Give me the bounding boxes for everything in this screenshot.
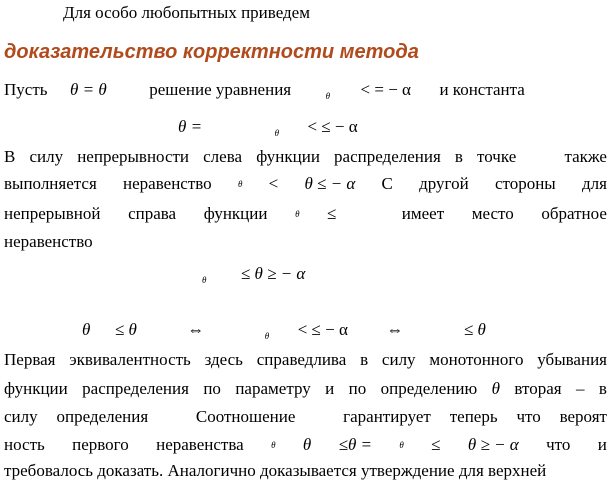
eq4-subscript: θ [264,331,270,341]
word: вероят [559,407,607,426]
word: выполняется [4,174,97,193]
section-heading: доказательство корректности метода [4,41,419,63]
word: С [381,174,393,193]
word: первого [72,435,129,454]
symbol: ≤ [431,435,441,454]
word: место [471,204,514,223]
formula: θ ≥ − α [467,435,519,454]
word: справа [128,204,177,223]
symbol: θ [302,435,312,454]
word: в [454,147,463,166]
eq4-ineq: ≤ θ [114,320,137,339]
gap [364,204,374,224]
word: определению [380,379,478,398]
para1-line-2 [4,174,607,194]
symbol: < [268,174,279,193]
para1-line-4: неравенство [4,232,93,251]
equation-line-2 [178,117,358,143]
word: силу [381,350,416,369]
word: слева [203,147,243,166]
equation-line-4 [82,320,486,346]
word: в [598,379,607,398]
gap [314,407,324,427]
word: распределения [334,147,441,166]
para2-line-5: требовалось доказать. Аналогично доказывается утверждение для верхней [4,461,547,480]
line1-theta-def: θ = θ [70,80,107,99]
word: эквивалентность [69,350,191,369]
formula: θ ≤ − α [304,174,356,193]
intro-text: Для особо любопытных приведем [63,3,310,22]
para2-line-3 [4,407,607,427]
line2-inequality: < ≤ − α [307,117,358,136]
line1-subscript: θ [325,91,331,101]
word: и [325,379,335,398]
para2-line-1 [4,350,607,370]
eq4-theta: θ [82,320,91,339]
line1-tail: и константа [439,80,525,99]
para2-line-4 [4,435,607,455]
line2-subscript: θ [274,128,279,138]
eq4-equiv-2: ⇔ [386,320,404,339]
equation-line-3 [202,264,305,290]
word: вторая [514,379,562,398]
eq4-tail: ≤ θ [463,320,486,339]
word: что [546,435,571,454]
subscript: θ [295,209,300,219]
word: функции [203,204,268,223]
word: гарантирует [343,407,431,426]
word: силу [29,147,64,166]
word: функции [4,379,68,398]
word: и [597,435,607,454]
word: другой [419,174,469,193]
subscript: θ [237,179,243,189]
word: монотонного [429,350,524,369]
word: для [581,174,607,193]
word: по [203,379,221,398]
word: неравенство [123,174,212,193]
equation-line-1 [4,80,525,106]
word: непрерывной [4,204,101,223]
symbol: ≤ [327,204,337,223]
eq3-subscript: θ [202,275,207,285]
word: имеет [401,204,445,223]
eq3-inequality: ≤ θ ≥ − α [240,264,306,283]
gap [530,147,550,167]
subscript: θ [271,440,276,450]
gap [167,407,177,427]
subscript: θ [399,440,404,450]
word: силу [4,407,38,426]
word: определения [56,407,149,426]
word: справедлива [256,350,347,369]
word: Первая [4,350,56,369]
word: неравенства [156,435,244,454]
word: функции [256,147,320,166]
formula: ≤θ = [338,435,373,454]
word: также [564,147,607,166]
word: убывания [537,350,607,369]
para2-line-2 [4,379,607,399]
word: – [575,379,585,398]
word: что [516,407,541,426]
word: распределения [82,379,189,398]
word: параметру [235,379,311,398]
word: Соотношение [195,407,296,426]
word: непрерывности [77,147,190,166]
eq4-equiv-1: ⇔ [187,320,205,339]
para1-line-3 [4,204,607,224]
para1-line-1 [4,147,607,167]
word: здесь [204,350,243,369]
line2-theta: θ = [178,117,203,136]
symbol: θ [491,379,500,398]
word: точке [477,147,517,166]
word: в [360,350,369,369]
line1-text: решение уравнения [149,80,292,99]
line1-word: Пусть [4,80,48,99]
eq4-inequality: < ≤ − α [297,320,348,339]
word: ность [4,435,45,454]
word: обратное [541,204,607,223]
word: стороны [494,174,556,193]
word: В [4,147,16,166]
line1-inequality: < = − α [360,80,411,99]
word: теперь [449,407,498,426]
word: по [348,379,367,398]
